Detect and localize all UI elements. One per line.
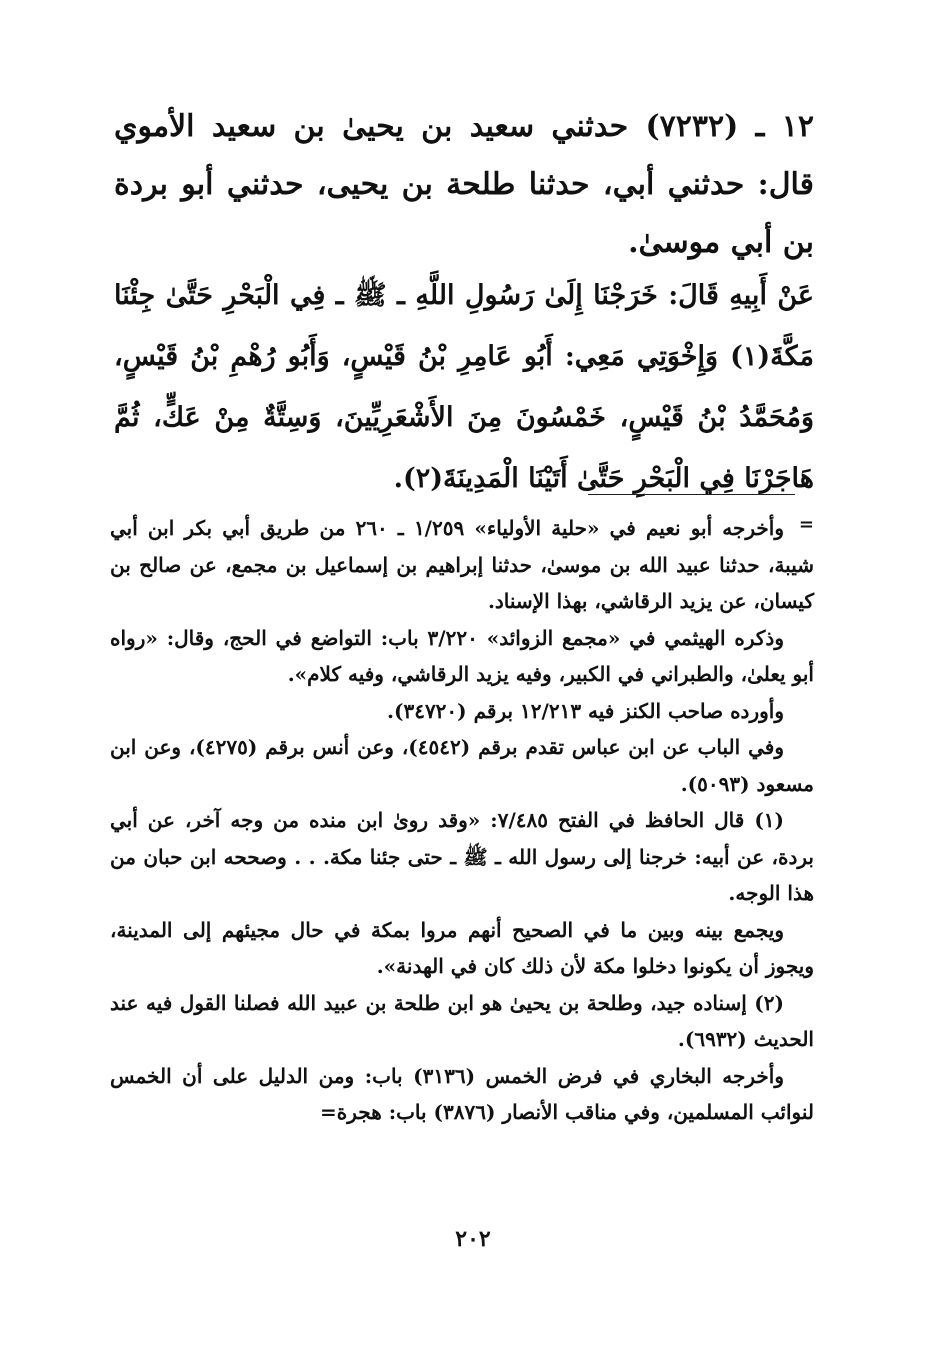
- page-number: ٢٠٢: [455, 1226, 491, 1252]
- footnote-continuation-mark: =: [798, 514, 814, 535]
- footnote-divider: [588, 494, 795, 495]
- hadith-matn: عَنْ أَبِيهِ قَالَ: خَرَجْنَا إِلَىٰ رَسُولِ اللَّهِ ـ ﷺ ـ فِي الْبَحْرِ حَتَّىٰ جِئْنَا مَكَّةَ(١) وَإِخْوَتِي مَعِي: أَبُو عَامِرِ بْنُ قَيْسٍ، وَأَبُو رُهْمِ بْنُ قَيْسٍ، وَمُحَمَّدُ بْنُ قَيْسٍ، خَمْسُونَ مِنَ الأَشْعَرِيِّينَ، وَسِتَّةٌ مِنْ عَكٍّ، ثُمَّ هَاجَرْنَا فِي الْبَحْرِ حَتَّىٰ أَتَيْنَا الْمَدِينَةَ(٢).: [114, 280, 814, 494]
- footnote-paragraph: ويجمع بينه وبين ما في الصحيح أنهم مروا بمكة في حال مجيئهم إلى المدينة، ويجوز أن يكونوا دخلوا مكة لأن ذلك كان في الهدنة».: [110, 917, 814, 978]
- footnote-2: (٢) إسناده جيد، وطلحة بن يحيىٰ هو ابن طلحة بن عبيد الله فصلنا القول فيه عند الحديث (٦٩٣٢).: [110, 990, 814, 1051]
- footnote-paragraph: وفي الباب عن ابن عباس تقدم برقم (٤٥٤٢)، وعن أنس برقم (٤٢٧٥)، وعن ابن مسعود (٥٠٩٣).: [110, 735, 814, 796]
- footnote-paragraph: وذكره الهيثمي في «مجمع الزوائد» ٣/٢٢٠ باب: التواضع في الحج، وقال: «رواه أبو يعلىٰ، والطبراني في الكبير، وفيه يزيد الرقاشي، وفيه كلام».: [110, 625, 814, 686]
- footnotes: [110, 510, 814, 1131]
- footnote-paragraph: وأخرجه البخاري في فرض الخمس (٣١٣٦) باب: ومن الدليل على أن الخمس لنوائب المسلمين، وفي مناقب الأنصار (٣٨٧٦) باب: هجرة=: [110, 1063, 814, 1124]
- footnote-paragraph: وأخرجه أبو نعيم في «حلية الأولياء» ١/٢٥٩ ـ ٢٦٠ من طريق أبي بكر ابن أبي شيبة، حدثنا عبيد الله بن موسىٰ، حدثنا إبراهيم بن إسماعيل بن مجمع، عن صالح بن كيسان، عن يزيد الرقاشي، بهذا الإسناد.: [110, 516, 814, 613]
- footnote-paragraph: وأورده صاحب الكنز فيه ١٢/٢١٣ برقم (٣٤٧٢٠).: [387, 698, 784, 723]
- footnote-1: (١) قال الحافظ في الفتح ٧/٤٨٥: «وقد روىٰ ابن منده من وجه آخر، عن أبي بردة، عن أبيه: خرجنا إلى رسول الله ـ ﷺ ـ حتى جئنا مكة. . . وصححه ابن حبان من هذا الوجه.: [110, 808, 814, 905]
- hadith-isnad: ١٢ ـ (٧٢٣٢) حدثني سعيد بن يحيىٰ بن سعيد الأموي قال: حدثني أبي، حدثنا طلحة بن يحيى، حدثني أبو بردة بن أبي موسىٰ.: [114, 109, 815, 260]
